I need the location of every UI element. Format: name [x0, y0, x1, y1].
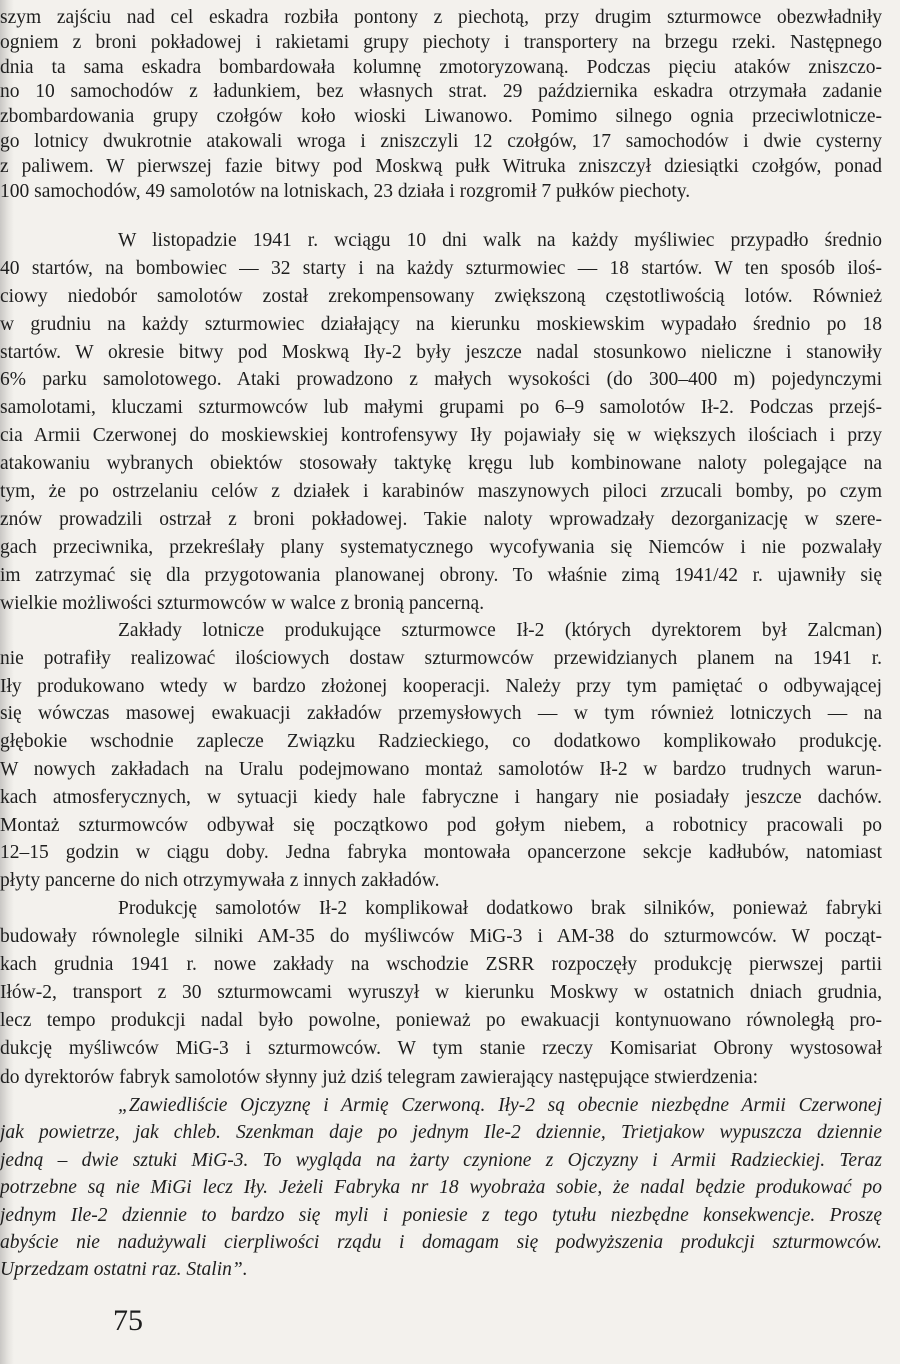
text-line: szym zajściu nad cel eskadra rozbiła pontony z piechotą, przy drugim szturmowce obezwładniły: [0, 7, 882, 28]
text-line: cia Armii Czerwonej do moskiewskiej kontrofensywy Iły pojawiały się w większych ilościach i przy: [0, 425, 882, 447]
body-paragraph: [0, 227, 882, 617]
text-line: lecz tempo produkcji nadal było powolne, ponieważ po ewakuacji kontynuowano równoległą pro-: [0, 1010, 882, 1032]
text-line: 12–15 godzin w ciągu doby. Jedna fabryka montowała opancerzone sekcje kadłubów, natomiast: [0, 842, 882, 864]
text-line: W listopadzie 1941 r. wciągu 10 dni walk na każdy myśliwiec przypadło średnio: [118, 230, 882, 251]
text-line: 100 samochodów, 49 samolotów na lotniskach, 23 działa i rozgromił 7 pułków piechoty.: [0, 180, 691, 202]
text-line: jednym Ile-2 dziennie to bardzo się myli i poniesie z tego tytułu niezbędne konsekwencje. Proszę: [0, 1204, 882, 1226]
text-line: dukcję myśliwców MiG-3 i szturmowców. W tym stanie rzeczy Komisariat Obrony wystosował: [0, 1038, 882, 1060]
text-line: nie potrafiły realizować ilościowych dostaw szturmowców przewidzianych planem na 1941 r.: [0, 647, 882, 669]
text-line: dnia ta sama eskadra bombardowała kolumnę zmotoryzowaną. Podczas pięciu ataków zniszczo-: [0, 56, 882, 78]
text-line: startów. W okresie bitwy pod Moskwą Iły-2 były jeszcze nadal stosunkowo nieliczne i stanowiły: [0, 341, 882, 363]
text-line: tym, że po ostrzelaniu celów z działek i karabinów maszynowych piloci zrzucali bomby, po czym: [0, 481, 882, 503]
text-line: ciowy niedobór samolotów został zrekompensowany zwiększoną częstotliwością lotów. Również: [0, 285, 882, 307]
text-line: znów prowadzili ostrzał z broni pokładowej. Takie naloty wprowadzały dezorganizację w szere-: [0, 508, 882, 530]
text-line: Montaż szturmowców odbywał się początkowo pod gołym niebem, a robotnicy pracowali po: [0, 814, 882, 836]
text-line: W nowych zakładach na Uralu podejmowano montaż samolotów Ił-2 w bardzo trudnych warun-: [0, 758, 882, 780]
text-line: kach grudnia 1941 r. nowe zakłady na wschodzie ZSRR rozpoczęły produkcję pierwszej partii: [0, 954, 882, 976]
text-line: wielkie możliwości szturmowców w walce z bronią pancerną.: [0, 592, 485, 614]
text-line: atakowaniu wybranych obiektów stosowały taktykę kręgu lub kombinowane naloty polegające na: [0, 453, 882, 475]
text-line: gach przeciwnika, przekreślały plany systematycznego wycofywania się Niemców i nie pozwalały: [0, 536, 882, 558]
text-line: no 10 samochodów z ładunkiem, bez własnych strat. 29 października eskadra otrzymała zadanie: [0, 81, 882, 103]
text-line: 40 startów, na bombowiec — 32 starty i na każdy szturmowiec — 18 startów. W ten sposób iloś-: [0, 257, 882, 279]
text-line: zbombardowania grupy czołgów koło wioski Liwanowo. Pomimo silnego ognia przeciwlotnicze-: [0, 106, 882, 128]
text-line: im zatrzymać się dla przygotowania planowanej obrony. To właśnie zimą 1941/42 r. ujawniły się: [0, 564, 882, 586]
text-line: głębokie wschodnie zaplecze Związku Radzieckiego, co dodatkowo komplikowało produkcję.: [0, 731, 882, 753]
text-line: budowały równolegle silniki AM-35 do myśliwców MiG-3 i AM-38 do szturmowców. W począt-: [0, 926, 882, 948]
body-paragraph: [0, 895, 882, 1092]
text-line: płyty pancerne do nich otrzymywała z innych zakładów.: [0, 870, 440, 892]
quoted-telegram-paragraph: [0, 1092, 882, 1284]
text-line: samolotami, kluczami szturmowców lub małymi grupami po 6–9 samolotów Ił-2. Podczas przejś-: [0, 397, 882, 419]
text-line: do dyrektorów fabryk samolotów słynny już dziś telegram zawierający następujące stwierdzenia:: [0, 1066, 759, 1088]
text-line: potrzebne są nie MiGi lecz Iły. Jeżeli Fabryka nr 18 wyobraża sobie, że nadal będzie produkować po: [0, 1177, 882, 1199]
text-line: jak powietrze, jak chleb. Szenkman daje po jednym Ile-2 dziennie, Trietjakow wypuszcza dziennie: [0, 1122, 882, 1144]
text-line: ogniem z broni pokładowej i rakietami grupy piechoty i transportery na brzegu rzeki. Następnego: [0, 31, 882, 53]
text-line: Uprzedzam ostatni raz. Stalin”.: [0, 1259, 248, 1281]
text-line: Zakłady lotnicze produkujące szturmowce Ił-2 (których dyrektorem był Zalcman): [118, 620, 882, 641]
text-line: go lotnicy dwukrotnie atakowali wroga i zniszczyli 12 czołgów, 17 samochodów i dwie cysterny: [0, 130, 882, 152]
page-number: 75: [113, 1304, 143, 1337]
text-line: „Zawiedliście Ojczyznę i Armię Czerwoną. Iły-2 są obecnie niezbędne Armii Czerwonej: [118, 1095, 882, 1116]
text-line: się wówczas masowej ewakuacji zakładów przemysłowych — w tym również lotniczych — na: [0, 703, 882, 725]
body-paragraph: [0, 617, 882, 895]
text-line: abyście nie nadużywali cierpliwości rządu i domagam się podwyższenia produkcji szturmowców.: [0, 1231, 882, 1253]
text-line: z paliwem. W pierwszej fazie bitwy pod Moskwą pułk Witruka zniszczył dziesiątki czołgów, ponad: [0, 155, 882, 177]
text-line: 6% parku samolotowego. Ataki prowadzono z małych wysokości (do 300–400 m) pojedynczymi: [0, 369, 882, 391]
text-line: jedną – dwie sztuki MiG-3. To wygląda na żarty czynione z Ojczyzny i Armii Radzieckiej. Teraz: [0, 1149, 882, 1171]
text-line: Iłów-2, transport z 30 szturmowcami wyruszył w kierunku Moskwy w ostatnich dniach grudnia,: [0, 982, 882, 1004]
text-line: kach atmosferycznych, w sytuacji kiedy hale fabryczne i hangary nie posiadały jeszcze dachów.: [0, 786, 882, 808]
text-line: Produkcję samolotów Ił-2 komplikował dodatkowo brak silników, ponieważ fabryki: [118, 898, 882, 919]
text-line: Iły produkowano wtedy w bardzo złożonej kooperacji. Należy przy tym pamiętać o odbywającej: [0, 675, 882, 697]
text-line: w grudniu na każdy szturmowiec działający na kierunku moskiewskim wypadało średnio po 18: [0, 313, 882, 335]
body-paragraph: [0, 6, 882, 204]
